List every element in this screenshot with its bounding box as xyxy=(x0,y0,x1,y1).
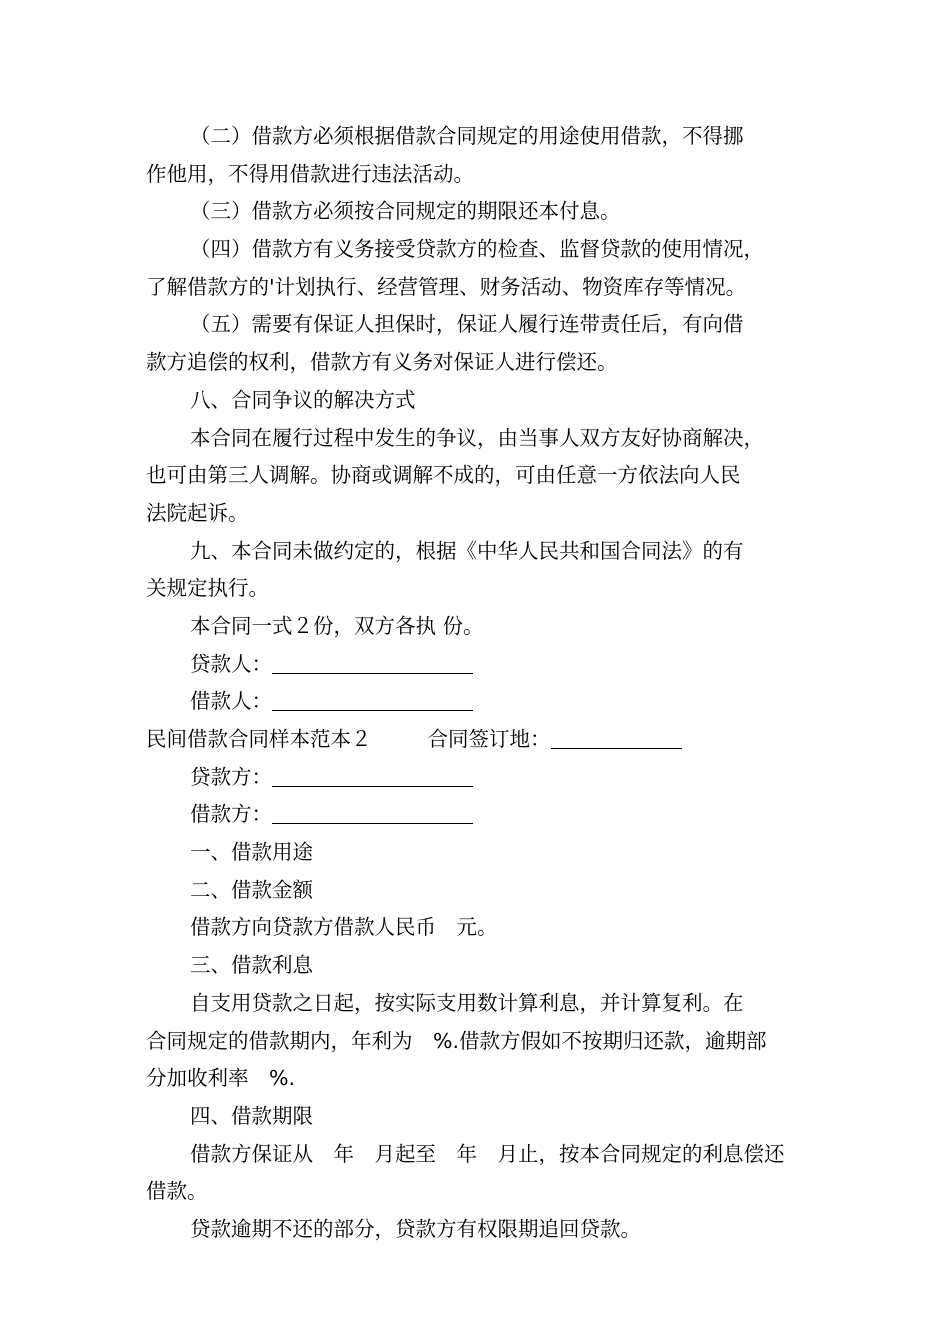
second-contract-title: 民间借款合同样本范本２ xyxy=(146,727,372,751)
paragraph-line: 借款方向贷款方借款人民币 元。 xyxy=(190,915,498,940)
second-contract-title-row xyxy=(146,721,811,759)
paragraph-line: 了解借款方的'计划执行、经营管理、财务活动、物资库存等情况。 xyxy=(146,274,747,299)
document-page xyxy=(146,118,811,1249)
paragraph-line: （五）需要有保证人担保时，保证人履行连带责任后，有向借 xyxy=(190,312,744,337)
lender-party-row xyxy=(146,759,811,797)
section-heading: 二、借款金额 xyxy=(190,877,313,902)
paragraph-line: 贷款逾期不还的部分，贷款方有权限期追回贷款。 xyxy=(190,1216,641,1241)
paragraph-line: （二）借款方必须根据借款合同规定的用途使用借款，不得挪 xyxy=(190,124,744,148)
paragraph-line: 款方追偿的权利，借款方有义务对保证人进行偿还。 xyxy=(146,350,618,375)
borrower-signature-blank xyxy=(272,709,473,711)
paragraph-line: 九、本合同未做约定的，根据《中华人民共和国合同法》的有 xyxy=(190,538,744,563)
paragraph-line: 关规定执行。 xyxy=(146,576,269,601)
paragraph-line: 本合同在履行过程中发生的争议，由当事人双方友好协商解决， xyxy=(190,425,764,450)
borrower-signature-row xyxy=(146,683,811,721)
paragraph-line: 合同规定的借款期内，年利为 %.借款方假如不按期归还款，逾期部 xyxy=(146,1028,767,1053)
paragraph-line: 作他用，不得用借款进行违法活动。 xyxy=(146,161,474,186)
paragraph-line: 自支用贷款之日起，按实际支用数计算利息，并计算复利。在 xyxy=(190,990,744,1015)
lender-party-label: 贷款方： xyxy=(190,764,272,789)
paragraph-line: 借款。 xyxy=(146,1179,208,1204)
lender-party-blank xyxy=(272,785,473,787)
section-heading: 四、借款期限 xyxy=(190,1103,313,1128)
lender-signature-row xyxy=(146,646,811,684)
borrower-party-blank xyxy=(272,822,473,824)
section-heading: 三、借款利息 xyxy=(190,953,313,978)
paragraph-line: 也可由第三人调解。协商或调解不成的，可由任意一方依法向人民 xyxy=(146,463,741,488)
paragraph-line: 法院起诉。 xyxy=(146,500,249,525)
paragraph-line: 借款方保证从 年 月起至 年 月止，按本合同规定的利息偿还 xyxy=(190,1141,785,1166)
paragraph-line: （四）借款方有义务接受贷款方的检查、监督贷款的使用情况， xyxy=(190,237,764,262)
lender-label: 贷款人： xyxy=(190,651,272,676)
signing-place-label: 合同签订地： xyxy=(427,727,551,751)
paragraph-line: 分加收利率 %. xyxy=(146,1066,295,1091)
borrower-party-row xyxy=(146,796,811,834)
lender-signature-blank xyxy=(272,672,473,674)
section-heading: 八、合同争议的解决方式 xyxy=(190,387,416,412)
signing-place-blank xyxy=(551,747,682,749)
paragraph-line: （三）借款方必须按合同规定的期限还本付息。 xyxy=(190,199,621,224)
paragraph-line: 本合同一式２份，双方各执 份。 xyxy=(190,613,484,638)
borrower-party-label: 借款方： xyxy=(190,802,272,827)
section-heading: 一、借款用途 xyxy=(190,840,313,865)
borrower-label: 借款人： xyxy=(190,689,272,714)
